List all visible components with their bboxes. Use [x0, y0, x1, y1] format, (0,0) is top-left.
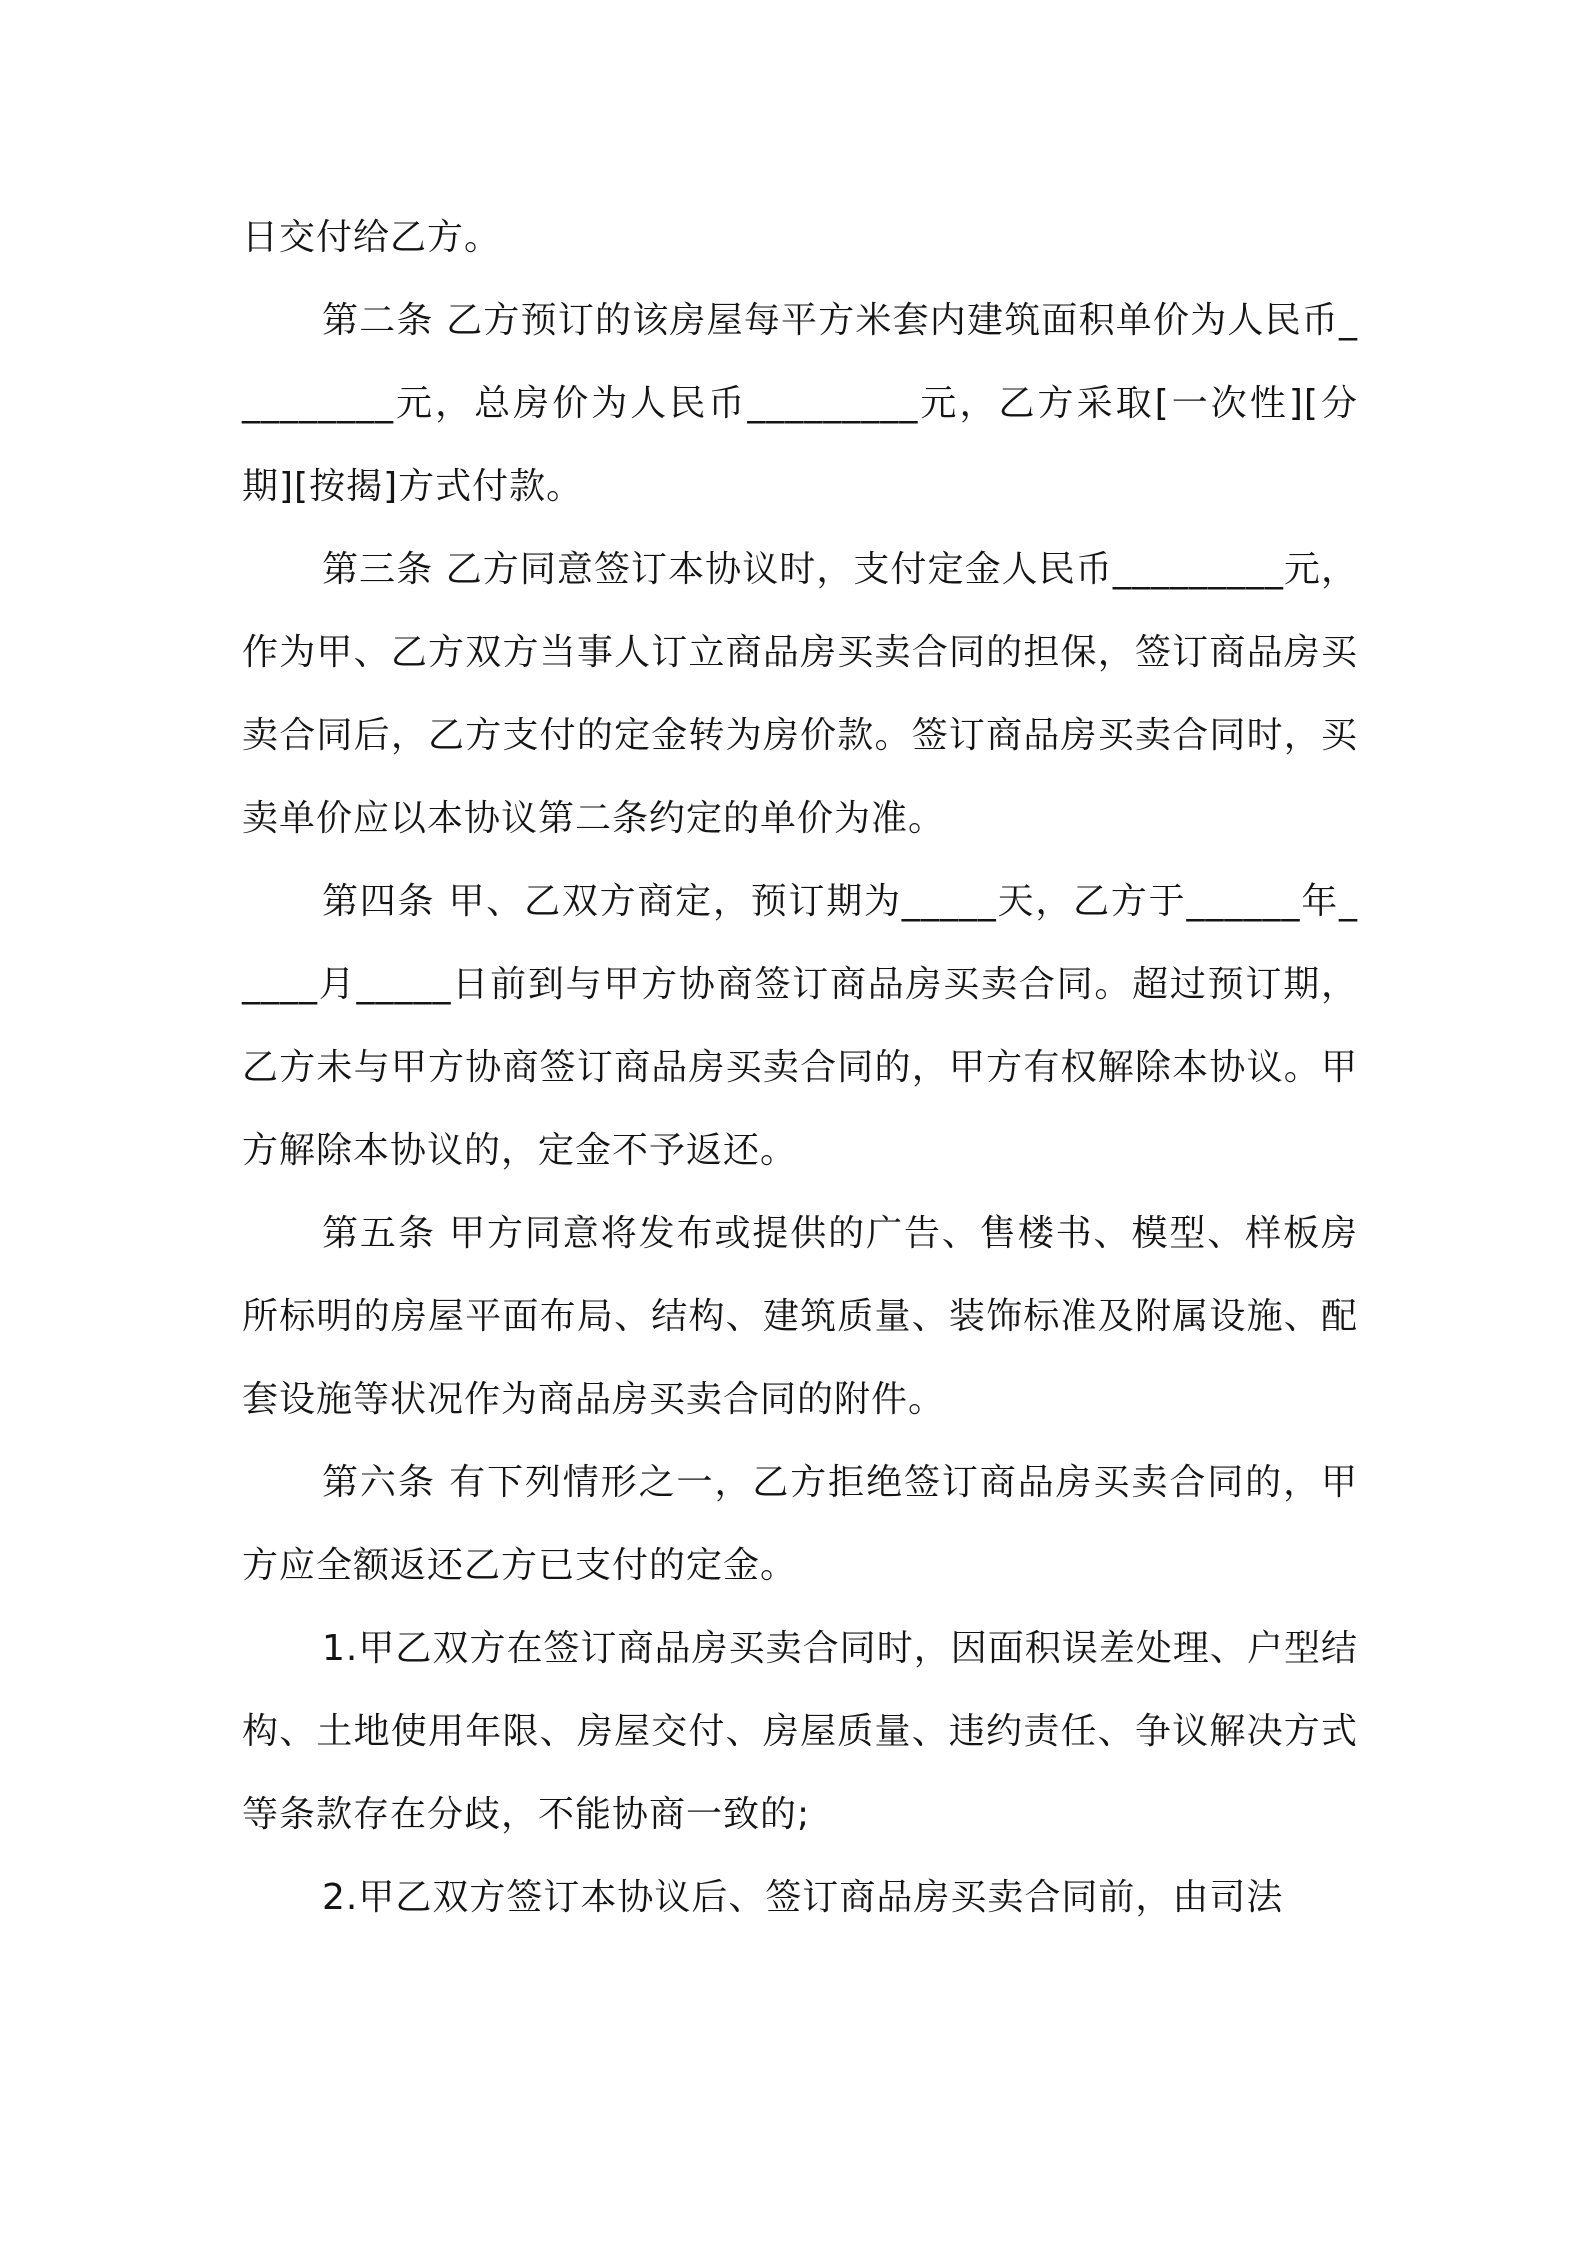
paragraph-article-6: 第六条 有下列情形之一，乙方拒绝签订商品房买卖合同的，甲方应全额返还乙方已支付的定金。: [242, 1462, 1358, 1586]
paragraph-item-1: 1.甲乙双方在签订商品房买卖合同时，因面积误差处理、户型结构、土地使用年限、房屋交付、房屋质量、违约责任、争议解决方式等条款存在分歧，不能协商一致的;: [242, 1628, 1358, 1835]
paragraph-article-5: 第五条 甲方同意将发布或提供的广告、售楼书、模型、样板房所标明的房屋平面布局、结构、建筑质量、装饰标准及附属设施、配套设施等状况作为商品房买卖合同的附件。: [242, 1213, 1358, 1420]
paragraph-article-4: 第四条 甲、乙双方商定，预订期为_____天，乙方于______年_____月_____日前到与甲方协商签订商品房买卖合同。超过预订期，乙方未与甲方协商签订商品房买卖合同的，甲方有权解除本协议。甲方解除本协议的，定金不予返还。: [242, 881, 1358, 1171]
paragraph-item-2: 2.甲乙双方签订本协议后、签订商品房买卖合同前，由司法: [322, 1877, 1284, 1918]
paragraph-continuation: 日交付给乙方。: [242, 217, 502, 258]
paragraph-article-3: 第三条 乙方同意签订本协议时，支付定金人民币_________元，作为甲、乙方双方当事人订立商品房买卖合同的担保，签订商品房买卖合同后，乙方支付的定金转为房价款。签订商品房买卖合同时，买卖单价应以本协议第二条约定的单价为准。: [242, 549, 1358, 839]
contract-body: [242, 196, 1358, 1939]
paragraph-article-2: 第二条 乙方预订的该房屋每平方米套内建筑面积单价为人民币_________元，总房价为人民币_________元，乙方采取[一次性][分期][按揭]方式付款。: [242, 300, 1358, 507]
